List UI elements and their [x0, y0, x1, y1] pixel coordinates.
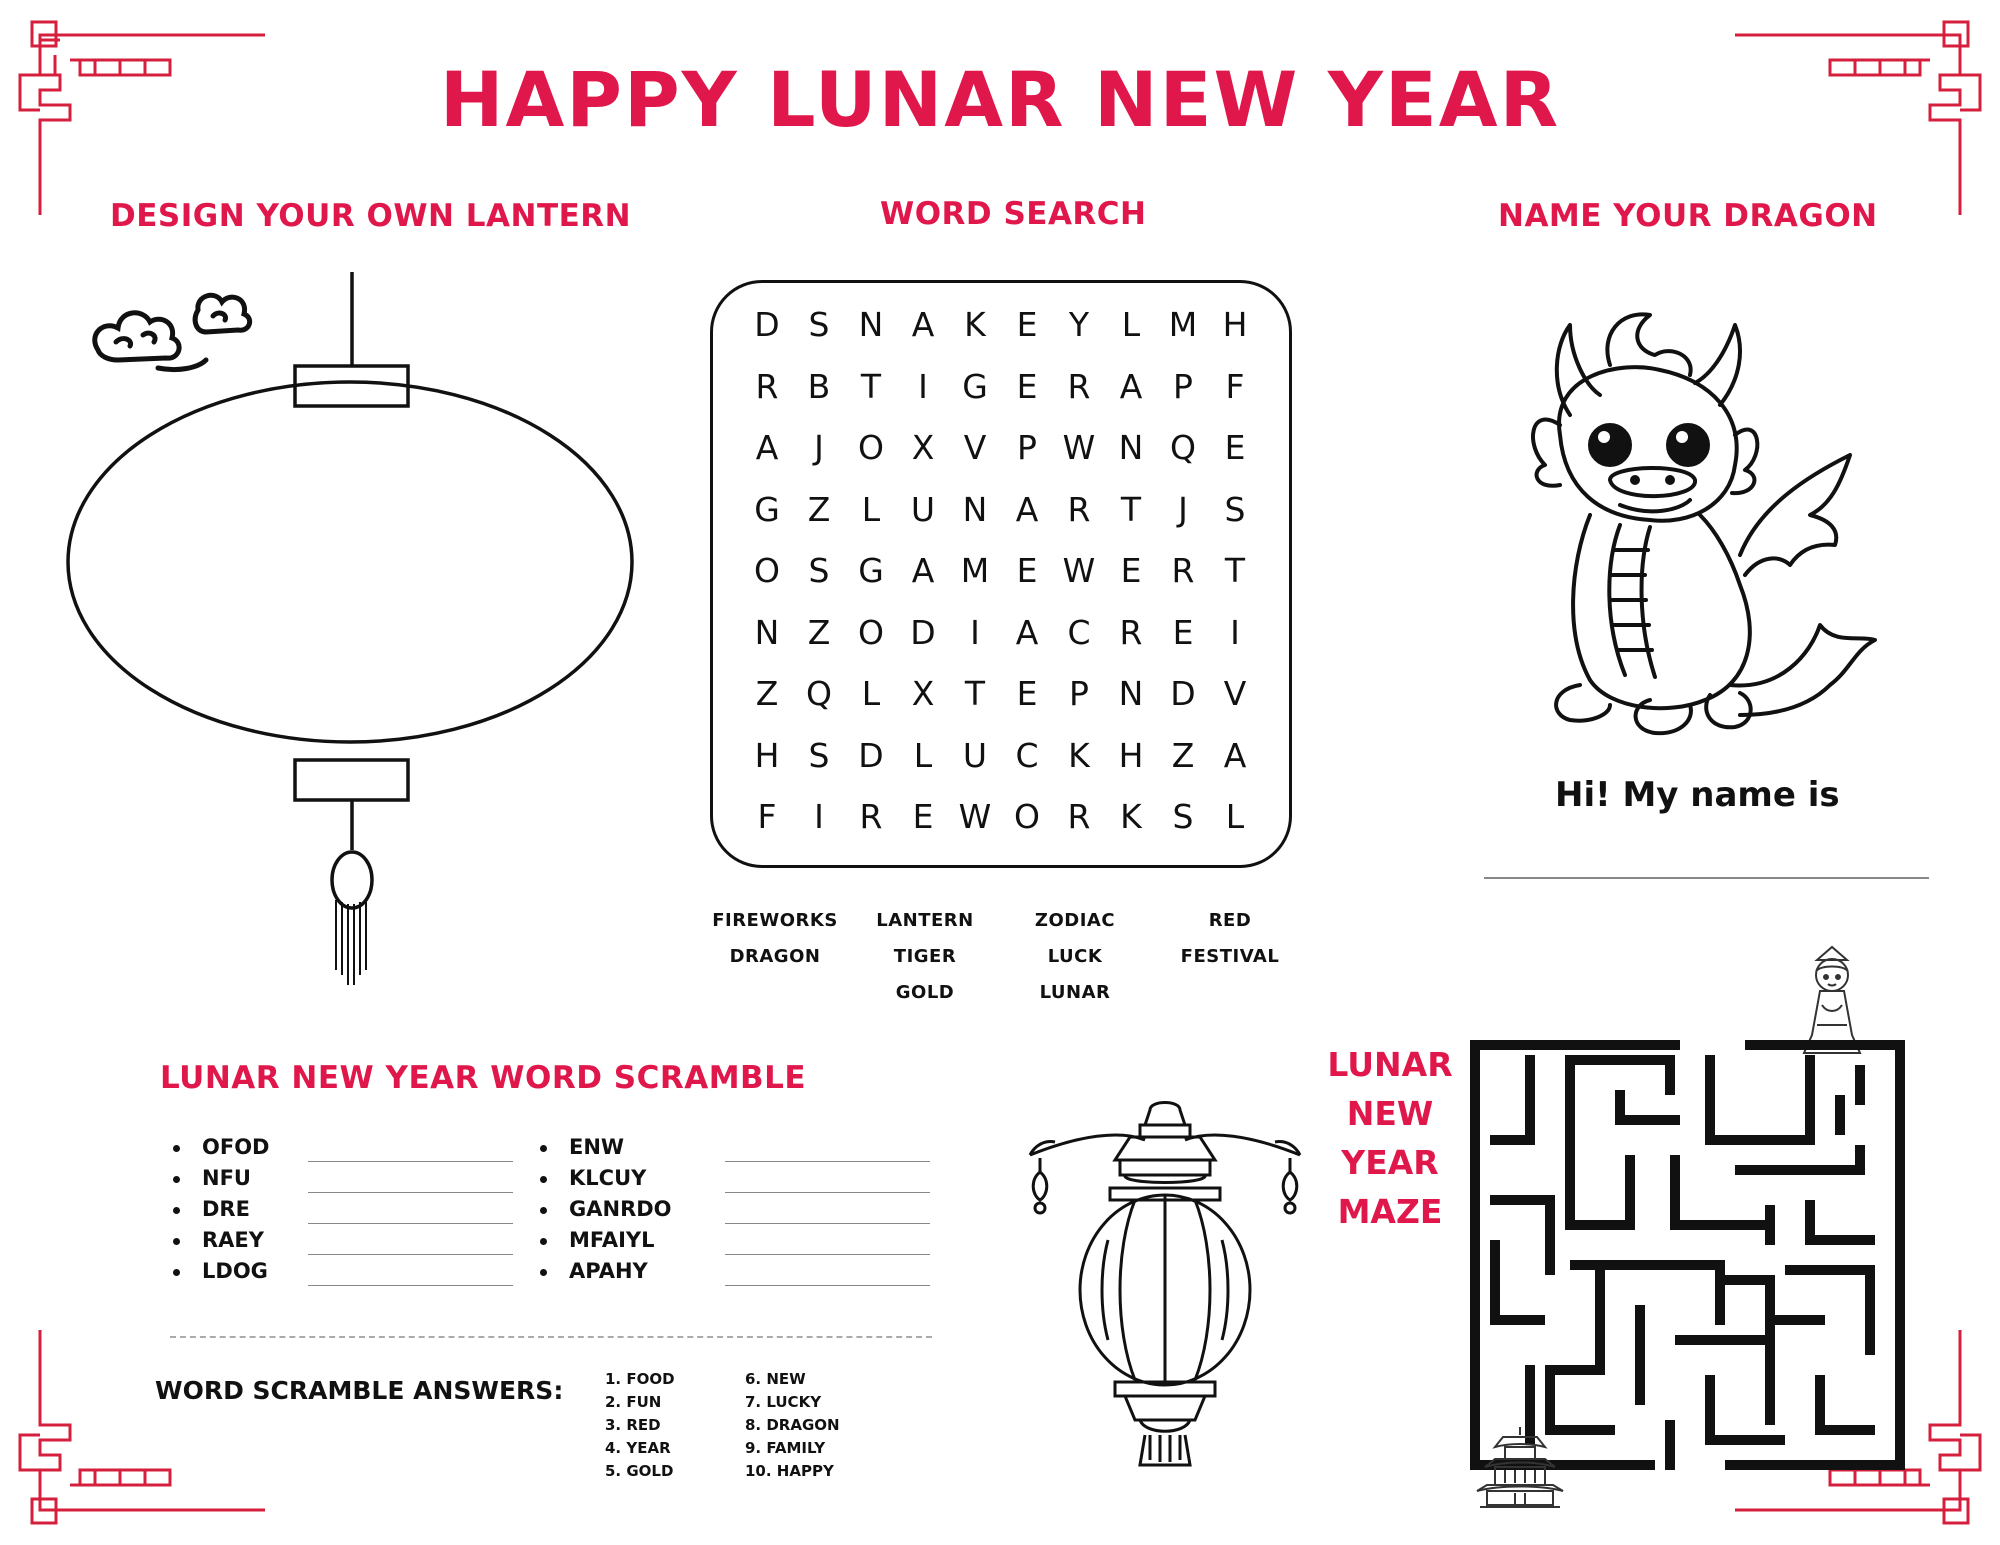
- grid-letter[interactable]: E: [912, 797, 934, 836]
- grid-letter[interactable]: O: [754, 551, 780, 590]
- grid-letter[interactable]: Z: [807, 489, 831, 529]
- dragon-name-prompt: Hi! My name is: [1555, 775, 1840, 815]
- bullet-icon: [173, 1207, 180, 1214]
- grid-letter[interactable]: D: [910, 612, 936, 652]
- answer-item: 6. NEW: [745, 1370, 806, 1388]
- grid-letter[interactable]: K: [964, 305, 986, 344]
- answer-item: 7. LUCKY: [745, 1393, 822, 1411]
- grid-letter[interactable]: A: [1223, 735, 1247, 775]
- answer-line[interactable]: [725, 1161, 930, 1162]
- grid-letter[interactable]: Q: [806, 674, 832, 713]
- grid-letter[interactable]: J: [814, 428, 824, 467]
- grid-letter[interactable]: R: [1067, 489, 1091, 529]
- word-list-item: LANTERN: [876, 910, 974, 931]
- grid-letter[interactable]: H: [1118, 735, 1144, 775]
- grid-letter[interactable]: Z: [755, 674, 779, 713]
- grid-letter[interactable]: L: [861, 674, 881, 713]
- answers-label: WORD SCRAMBLE ANSWERS:: [155, 1376, 564, 1405]
- answer-line[interactable]: [725, 1285, 930, 1286]
- grid-letter[interactable]: A: [1119, 366, 1143, 406]
- word-list-item: RED: [1208, 910, 1252, 931]
- answer-line[interactable]: [725, 1192, 930, 1193]
- grid-letter[interactable]: R: [859, 797, 883, 836]
- scramble-divider: [170, 1336, 932, 1338]
- grid-row: [747, 674, 1255, 713]
- word-list-item: DRAGON: [729, 946, 821, 967]
- scramble-word: GANRDO: [569, 1197, 672, 1221]
- grid-letter[interactable]: A: [911, 305, 935, 344]
- answer-item: 9. FAMILY: [745, 1439, 826, 1457]
- grid-letter[interactable]: G: [858, 551, 884, 590]
- answer-item: 5. GOLD: [605, 1462, 674, 1480]
- grid-letter[interactable]: K: [1120, 797, 1142, 836]
- grid-letter[interactable]: A: [1015, 612, 1039, 652]
- grid-letter[interactable]: L: [1225, 797, 1245, 836]
- grid-letter[interactable]: T: [1224, 551, 1246, 590]
- answer-item: 1. FOOD: [605, 1370, 675, 1388]
- grid-letter[interactable]: O: [858, 612, 884, 652]
- grid-letter[interactable]: U: [962, 735, 988, 775]
- scramble-item: [173, 1228, 264, 1252]
- scramble-word: OFOD: [202, 1135, 270, 1159]
- grid-letter[interactable]: M: [960, 551, 990, 590]
- dragon-icon: [1510, 305, 1890, 755]
- grid-letter[interactable]: W: [1062, 428, 1096, 467]
- word-list-item: FESTIVAL: [1180, 946, 1280, 967]
- scramble-item: [173, 1259, 268, 1283]
- answer-item: 3. RED: [605, 1416, 661, 1434]
- word-list-column: [705, 910, 845, 982]
- grid-row: [747, 305, 1255, 344]
- scramble-word: APAHY: [569, 1259, 648, 1283]
- grid-letter[interactable]: I: [1230, 612, 1240, 652]
- answer-line[interactable]: [308, 1161, 513, 1162]
- scramble-item: [540, 1259, 648, 1283]
- grid-letter[interactable]: G: [754, 489, 780, 529]
- grid-letter[interactable]: A: [911, 551, 935, 590]
- scramble-item: [540, 1228, 655, 1252]
- grid-letter[interactable]: S: [808, 735, 830, 775]
- maze-title-word: LUNAR: [1327, 1045, 1453, 1084]
- scramble-heading: LUNAR NEW YEAR WORD SCRAMBLE: [160, 1060, 807, 1096]
- grid-letter[interactable]: J: [1178, 489, 1188, 529]
- grid-row: [747, 490, 1255, 529]
- grid-letter[interactable]: E: [1224, 428, 1246, 467]
- grid-letter[interactable]: I: [918, 366, 928, 406]
- grid-row: [747, 613, 1255, 652]
- grid-letter[interactable]: Q: [1170, 428, 1196, 467]
- grid-letter[interactable]: Y: [1068, 305, 1090, 344]
- grid-letter[interactable]: E: [1016, 366, 1038, 406]
- grid-letter[interactable]: I: [970, 612, 980, 652]
- grid-letter[interactable]: E: [1120, 551, 1142, 590]
- grid-letter[interactable]: R: [1067, 797, 1091, 836]
- answer-line[interactable]: [308, 1285, 513, 1286]
- bullet-icon: [540, 1207, 547, 1214]
- grid-letter[interactable]: G: [962, 366, 988, 406]
- grid-letter[interactable]: U: [910, 489, 936, 529]
- grid-letter[interactable]: B: [807, 366, 831, 406]
- answer-item: 8. DRAGON: [745, 1416, 840, 1434]
- grid-letter[interactable]: O: [858, 428, 884, 467]
- page-title: HAPPY LUNAR NEW YEAR: [439, 55, 1561, 144]
- grid-letter[interactable]: T: [860, 366, 882, 406]
- scramble-word: NFU: [202, 1166, 251, 1190]
- grid-letter[interactable]: E: [1016, 305, 1038, 344]
- answer-line[interactable]: [725, 1223, 930, 1224]
- grid-letter[interactable]: W: [958, 797, 992, 836]
- grid-letter[interactable]: F: [1225, 366, 1245, 406]
- grid-letter[interactable]: S: [808, 551, 830, 590]
- grid-letter[interactable]: E: [1016, 674, 1038, 713]
- grid-letter[interactable]: P: [1173, 366, 1193, 406]
- bullet-icon: [540, 1145, 547, 1152]
- grid-letter[interactable]: A: [755, 428, 779, 467]
- grid-letter[interactable]: Z: [807, 612, 831, 652]
- bullet-icon: [540, 1269, 547, 1276]
- grid-letter[interactable]: N: [962, 489, 988, 529]
- grid-letter[interactable]: T: [964, 674, 986, 713]
- answer-line[interactable]: [308, 1223, 513, 1224]
- grid-letter[interactable]: R: [1171, 551, 1195, 590]
- grid-letter[interactable]: F: [757, 797, 777, 836]
- word-list-item: FIREWORKS: [712, 910, 838, 931]
- bullet-icon: [173, 1238, 180, 1245]
- maze-title-word: NEW: [1346, 1094, 1434, 1133]
- pagoda-icon: [1475, 1425, 1565, 1510]
- grid-letter[interactable]: N: [1118, 674, 1144, 713]
- grid-letter[interactable]: V: [1223, 674, 1247, 713]
- scramble-word: KLCUY: [569, 1166, 647, 1190]
- grid-letter[interactable]: N: [858, 305, 884, 344]
- grid-row: [747, 551, 1255, 590]
- scramble-item: [173, 1166, 251, 1190]
- grid-letter[interactable]: X: [911, 674, 935, 713]
- scramble-word: MFAIYL: [569, 1228, 655, 1252]
- answer-item: 2. FUN: [605, 1393, 662, 1411]
- word-list-column: [1005, 910, 1145, 1018]
- answer-item: 4. YEAR: [605, 1439, 671, 1457]
- grid-letter[interactable]: L: [913, 735, 933, 775]
- grid-letter[interactable]: S: [1224, 489, 1246, 529]
- scramble-word: DRE: [202, 1197, 250, 1221]
- grid-row: [747, 428, 1255, 467]
- grid-row: [747, 367, 1255, 406]
- grid-letter[interactable]: R: [1067, 366, 1091, 406]
- grid-letter[interactable]: N: [754, 612, 780, 652]
- grid-letter[interactable]: L: [861, 489, 881, 529]
- dragon-name-line[interactable]: [1484, 877, 1929, 879]
- grid-letter[interactable]: S: [1172, 797, 1194, 836]
- scramble-item: [540, 1135, 624, 1159]
- grid-letter[interactable]: Z: [1171, 735, 1195, 775]
- scramble-item: [173, 1135, 269, 1159]
- answer-item: 10. HAPPY: [745, 1462, 834, 1480]
- grid-letter[interactable]: M: [1168, 305, 1198, 344]
- grid-letter[interactable]: C: [1067, 612, 1091, 652]
- grid-letter[interactable]: D: [858, 735, 884, 775]
- answer-line[interactable]: [308, 1254, 513, 1255]
- grid-row: [747, 797, 1255, 836]
- grid-letter[interactable]: W: [1062, 551, 1096, 590]
- grid-letter[interactable]: D: [754, 305, 780, 344]
- scramble-item: [540, 1166, 646, 1190]
- grid-row: [747, 736, 1255, 775]
- word-list-item: ZODIAC: [1034, 910, 1116, 931]
- scramble-item: [173, 1197, 250, 1221]
- answer-line[interactable]: [308, 1192, 513, 1193]
- grid-letter[interactable]: X: [911, 428, 935, 467]
- ornate-lantern-icon: [1020, 1100, 1310, 1480]
- bullet-icon: [173, 1269, 180, 1276]
- word-list-column: [1160, 910, 1300, 982]
- maze-title-word: YEAR: [1341, 1143, 1439, 1182]
- grid-letter[interactable]: E: [1172, 612, 1194, 652]
- grid-letter[interactable]: P: [1017, 428, 1037, 467]
- grid-letter[interactable]: L: [1121, 305, 1141, 344]
- grid-letter[interactable]: A: [1015, 489, 1039, 529]
- word-list-item: LUCK: [1047, 946, 1103, 967]
- grid-letter[interactable]: H: [754, 735, 780, 775]
- grid-letter[interactable]: O: [1014, 797, 1040, 836]
- lantern-heading: DESIGN YOUR OWN LANTERN: [110, 198, 632, 234]
- grid-letter[interactable]: V: [963, 428, 987, 467]
- word-list-item: LUNAR: [1039, 982, 1111, 1003]
- lantern-outline-icon: [60, 270, 640, 990]
- scramble-word: LDOG: [202, 1259, 268, 1283]
- grid-letter[interactable]: E: [1016, 551, 1038, 590]
- scramble-word: RAEY: [202, 1228, 264, 1252]
- dragon-heading: NAME YOUR DRAGON: [1498, 198, 1878, 234]
- maze-title-word: MAZE: [1337, 1192, 1443, 1231]
- grid-letter[interactable]: C: [1015, 735, 1039, 775]
- bullet-icon: [173, 1145, 180, 1152]
- bullet-icon: [173, 1176, 180, 1183]
- bullet-icon: [540, 1238, 547, 1245]
- word-search-grid: [710, 280, 1292, 868]
- grid-letter[interactable]: T: [1120, 489, 1142, 529]
- scramble-word: ENW: [569, 1135, 625, 1159]
- grid-letter[interactable]: R: [755, 366, 779, 406]
- bullet-icon: [540, 1176, 547, 1183]
- scramble-item: [540, 1197, 672, 1221]
- word-search-heading: WORD SEARCH: [880, 196, 1147, 232]
- word-list-item: GOLD: [895, 982, 955, 1003]
- word-list-item: TIGER: [893, 946, 957, 967]
- grid-letter[interactable]: P: [1069, 674, 1089, 713]
- grid-letter[interactable]: S: [808, 305, 830, 344]
- answer-line[interactable]: [725, 1254, 930, 1255]
- word-list-column: [855, 910, 995, 1018]
- grid-letter[interactable]: I: [814, 797, 824, 836]
- grid-letter[interactable]: D: [1170, 674, 1196, 713]
- maze-title: [1310, 1040, 1470, 1236]
- grid-letter[interactable]: K: [1068, 735, 1090, 775]
- grid-letter[interactable]: R: [1119, 612, 1143, 652]
- grid-letter[interactable]: H: [1222, 305, 1248, 344]
- grid-letter[interactable]: N: [1118, 428, 1144, 467]
- maze[interactable]: [1470, 1040, 1910, 1480]
